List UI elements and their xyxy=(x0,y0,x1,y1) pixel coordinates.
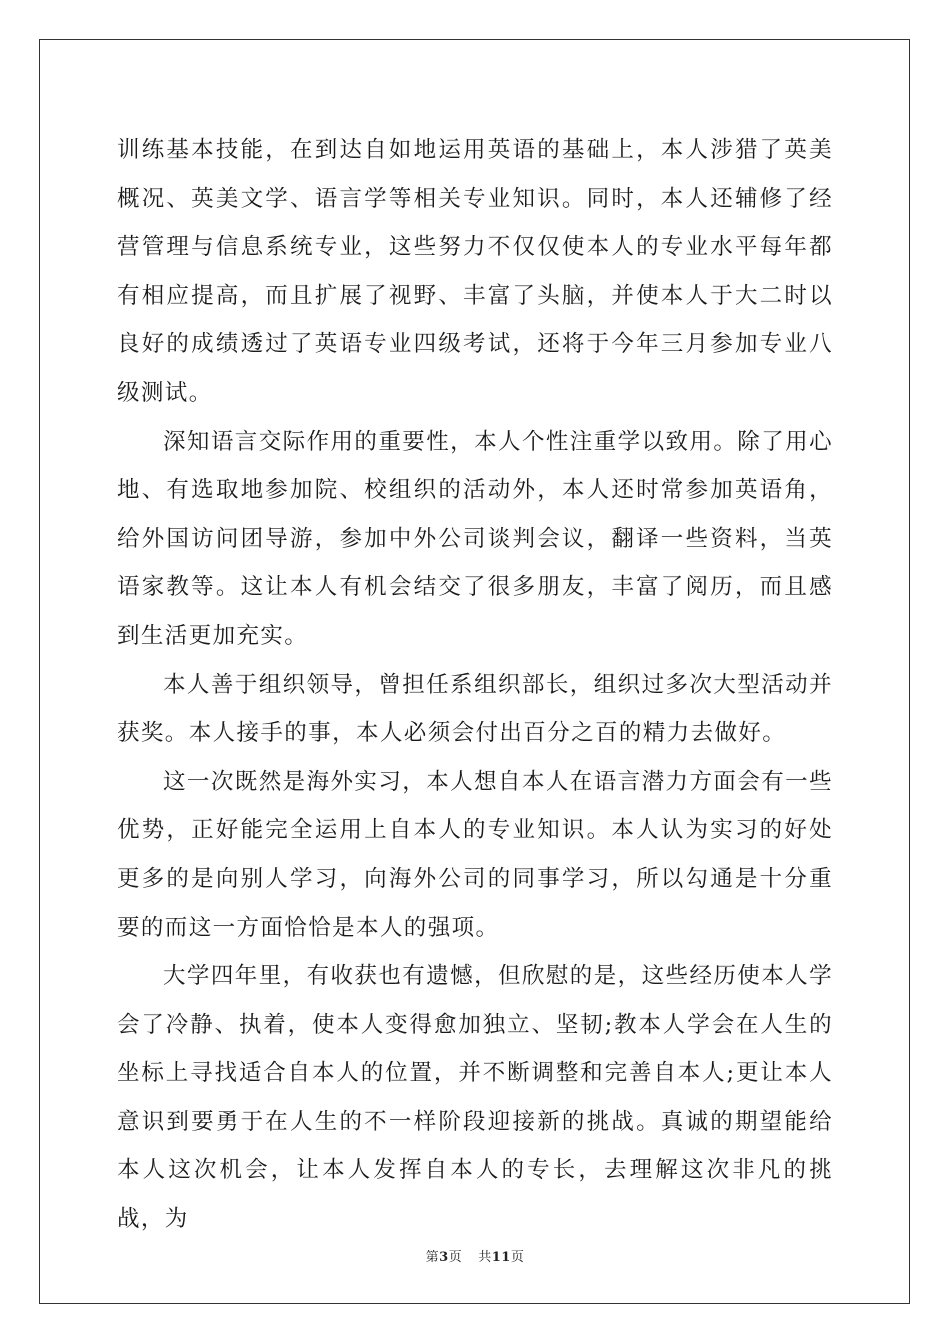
page-label-suffix: 页 xyxy=(448,1250,463,1265)
page-footer xyxy=(0,1246,950,1265)
paragraph: 大学四年里，有收获也有遗憾，但欣慰的是，这些经历使本人学会了冷静、执着，使本人变得愈加独立、坚韧;教本人学会在人生的坐标上寻找适合自本人的位置，并不断调整和完善自本人;更让本人意识到要勇于在人生的不一样阶段迎接新的挑战。真诚的期望能给本人这次机会，让本人发挥自本人的专长，去理解这次非凡的挑战，为 xyxy=(117,963,833,1233)
current-page-number: 3 xyxy=(439,1250,449,1265)
document-body xyxy=(117,126,833,1244)
paragraph: 本人善于组织领导，曾担任系组织部长，组织过多次大型活动并获奖。本人接手的事，本人必须会付出百分之百的精力去做好。 xyxy=(117,671,833,747)
paragraph: 这一次既然是海外实习，本人想自本人在语言潜力方面会有一些优势，正好能完全运用上自本人的专业知识。本人认为实习的好处更多的是向别人学习，向海外公司的同事学习，所以勾通是十分重要的而这一方面恰恰是本人的强项。 xyxy=(117,768,833,941)
paragraph: 训练基本技能，在到达自如地运用英语的基础上，本人涉猎了英美概况、英美文学、语言学等相关专业知识。同时，本人还辅修了经营管理与信息系统专业，这些努力不仅仅使本人的专业水平每年都有相应提高，而且扩展了视野、丰富了头脑，并使本人于大二时以良好的成绩透过了英语专业四级考试，还将于今年三月参加专业八级测试。 xyxy=(117,137,833,406)
paragraph: 深知语言交际作用的重要性，本人个性注重学以致用。除了用心地、有选取地参加院、校组织的活动外，本人还时常参加英语角，给外国访问团导游，参加中外公司谈判会议，翻译一些资料，当英语家教等。这让本人有机会结交了很多朋友，丰富了阅历，而且感到生活更加充实。 xyxy=(117,428,833,649)
page-label-prefix: 第 xyxy=(425,1250,440,1265)
total-pages-number: 11 xyxy=(491,1250,511,1265)
total-label-suffix: 页 xyxy=(510,1250,525,1265)
total-label-prefix: 共 xyxy=(478,1250,492,1265)
